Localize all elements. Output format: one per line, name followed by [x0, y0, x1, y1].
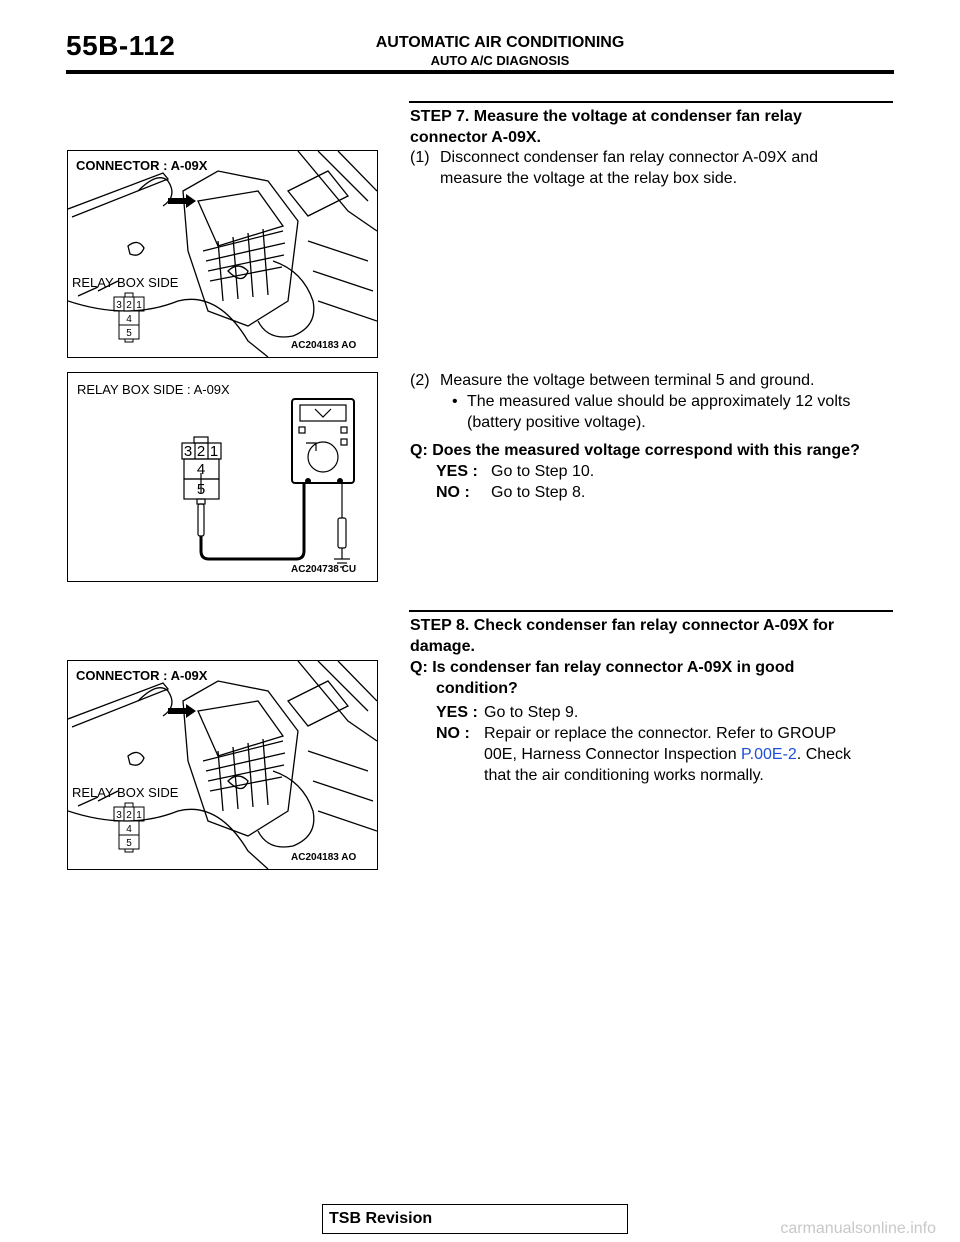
figure-code: AC204183 AO — [291, 340, 357, 351]
pin-4: 4 — [126, 824, 132, 835]
step8-heading-line2: damage. — [410, 638, 475, 655]
page-subtitle: AUTO A/C DIAGNOSIS — [430, 53, 570, 68]
figure-label-relay-side: RELAY BOX SIDE — [72, 785, 179, 800]
step8-no-line2 — [484, 744, 851, 765]
step7-heading-line1: STEP 7. Measure the voltage at condenser fan relay — [410, 108, 802, 125]
step7-rule — [409, 101, 893, 103]
step7-no-text: Go to Step 8. — [491, 484, 586, 501]
step8-no-label: NO : — [436, 725, 470, 742]
pin-3: 3 — [183, 443, 193, 460]
tsb-revision-label: TSB Revision — [329, 1210, 433, 1227]
page-number: 55B-112 — [66, 30, 176, 61]
figure-code: AC204738 CU — [291, 564, 357, 575]
pin-3: 3 — [116, 300, 122, 311]
figure-connector-photo-1 — [67, 150, 378, 358]
voltmeter-illustration — [68, 373, 377, 581]
step7-heading-line2: connector A-09X. — [410, 129, 541, 146]
step8-yes-text: Go to Step 9. — [484, 704, 579, 721]
relay-box-illustration — [68, 661, 377, 869]
step8-rule — [409, 610, 893, 612]
pin-4: 4 — [126, 314, 132, 325]
pin-5: 5 — [126, 328, 132, 339]
step7-item2-text: Measure the voltage between terminal 5 and ground. — [440, 372, 815, 389]
relay-box-illustration — [68, 151, 377, 357]
step8-yes-label: YES : — [436, 704, 478, 721]
pin-3: 3 — [116, 810, 122, 821]
pin-4: 4 — [196, 461, 206, 478]
step8-question-line1: Q: Is condenser fan relay connector A-09X in good — [410, 659, 795, 676]
step7-item1-line1: Disconnect condenser fan relay connector A-09X and — [440, 149, 819, 166]
figure-label-connector: CONNECTOR : A-09X — [76, 158, 208, 173]
arrow-icon — [168, 704, 196, 718]
pin-1: 1 — [136, 810, 142, 821]
step8-question-line2: condition? — [436, 680, 518, 697]
header-rule — [66, 70, 894, 74]
step7-question: Q: Does the measured voltage correspond with this range? — [410, 442, 860, 459]
pin-2: 2 — [196, 443, 206, 460]
bullet-icon: • — [452, 393, 458, 410]
step8-no-line3: that the air conditioning works normally. — [484, 767, 764, 784]
pin-2: 2 — [126, 810, 132, 821]
step7-item1-number: (1) — [410, 149, 430, 166]
figure-label-connector: CONNECTOR : A-09X — [76, 668, 208, 683]
figure-connector-photo-2 — [67, 660, 378, 870]
step7-no-label: NO : — [436, 484, 470, 501]
pin-2: 2 — [126, 300, 132, 311]
step7-yes-label: YES : — [436, 463, 478, 480]
pin-5: 5 — [126, 838, 132, 849]
pin-5: 5 — [196, 481, 206, 498]
figure-label-relay-side: RELAY BOX SIDE — [72, 275, 179, 290]
page-reference-link[interactable]: P.00E-2 — [741, 746, 797, 763]
figure-voltmeter — [67, 372, 378, 582]
step8-heading-line1: STEP 8. Check condenser fan relay connector A-09X for — [410, 617, 835, 634]
step8-no-line2-post: . Check — [796, 746, 852, 763]
watermark: carmanualsonline.info — [780, 1220, 936, 1237]
step7-item2-number: (2) — [410, 372, 430, 389]
figure-label-relay-side: RELAY BOX SIDE : A-09X — [77, 382, 230, 397]
pin-1: 1 — [136, 300, 142, 311]
page-title: AUTOMATIC AIR CONDITIONING — [375, 34, 625, 51]
step8-no-line1: Repair or replace the connector. Refer to GROUP — [484, 725, 837, 742]
step7-yes-text: Go to Step 10. — [491, 463, 595, 480]
step8-no-line2-pre: 00E, Harness Connector Inspection — [484, 746, 737, 763]
pin-1: 1 — [209, 443, 219, 460]
step7-bullet-line2: (battery positive voltage). — [467, 414, 646, 431]
arrow-icon — [168, 194, 196, 208]
figure-code: AC204183 AO — [291, 852, 357, 863]
step7-bullet-line1: The measured value should be approximately 12 volts — [467, 393, 851, 410]
step7-item1-line2: measure the voltage at the relay box side. — [440, 170, 738, 187]
tsb-revision-box — [322, 1204, 628, 1234]
